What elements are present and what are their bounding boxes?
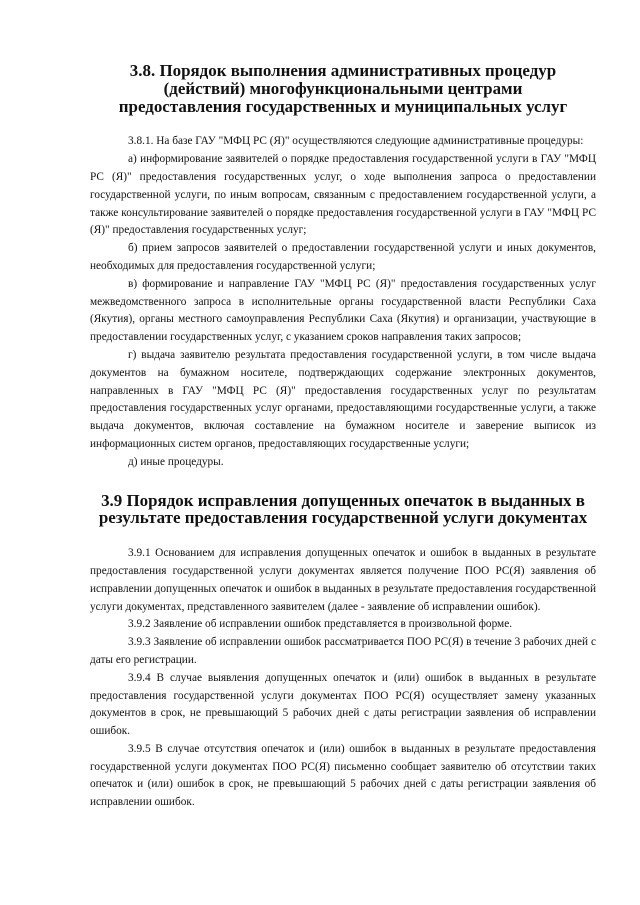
paragraph-3-9-1: 3.9.1 Основанием для исправления допущенных опечаток и ошибок в выданных в результате предоставления государственной услуги документах является получение ПОО РС(Я) заявления об исправлении допущенных опечаток и ошибок в выданных в результате предоставления государственной услуги документах, представленного заявителем (далее - заявление об исправлении ошибок). xyxy=(90,547,596,613)
list-item-v: в) формирование и направление ГАУ "МФЦ РС (Я)" предоставления государственных услуг межведомственного запроса в исполнительные органы государственной власти Республики Саха (Якутия), органы местного самоуправления Республики Саха (Якутия) и организации, участвующие в предоставлении государственных услуг, с указанием сроков направления таких запросов; xyxy=(90,277,596,344)
paragraph-3-9-3: 3.9.3 Заявление об исправлении ошибок рассматривается ПОО РС(Я) в течение 3 рабочих дней с даты его регистрации. xyxy=(90,636,596,666)
list-item-a: а) информирование заявителей о порядке предоставления государственной услуги в ГАУ "МФЦ РС (Я)" предоставления государственных услуг, о ходе выполнения запроса о предоставлении государственной услуги, по иным вопросам, связанным с предоставлением государственной услуги, а также консультирование заявителей о порядке предоставления государственной услуги в ГАУ "МФЦ РС (Я)" предоставления государственных услуг; xyxy=(90,153,596,237)
document-page xyxy=(90,62,596,812)
paragraph-3-8-1: 3.8.1. На базе ГАУ "МФЦ РС (Я)" осуществляются следующие административные процедуры: xyxy=(128,135,584,148)
list-item-g: г) выдача заявителю результата предоставления государственной услуги, в том числе выдача документов на бумажном носителе, подтверждающих содержание электронных документов, направленных в ГАУ "МФЦ РС (Я)" предоставления государственных услуг по результатам предоставления государственных услуг органами, предоставляющими государственные услуги, а также выдача документов, включая составление на бумажном носителе и заверение выписок из информационных систем органов, предоставляющих государственные услуги; xyxy=(90,348,596,450)
section-3-9-heading: 3.9 Порядок исправления допущенных опечаток в выданных в результате предоставления государственной услуги документах xyxy=(98,490,588,528)
paragraph-3-9-4: 3.9.4 В случае выявления допущенных опечаток и (или) ошибок в выданных в результате предоставления государственной услуги документах ПОО РС(Я) осуществляет замену указанных документов в срок, не превышающий 5 рабочих дней с даты регистрации заявления об исправлении ошибок. xyxy=(90,671,596,738)
list-item-b: б) прием запросов заявителей о предоставлении государственной услуги и иных документов, необходимых для предоставления государственной услуги; xyxy=(90,242,596,272)
section-3-8-heading: 3.8. Порядок выполнения административных процедур (действий) многофункциональными центрами предоставления государственных и муниципальных услуг xyxy=(118,61,568,116)
paragraph-3-9-5: 3.9.5 В случае отсутствия опечаток и (или) ошибок в выданных в результате предоставления государственной услуги документах ПОО РС(Я) письменно сообщает заявителю об отсутствии таких опечаток и (или) ошибок в срок, не превышающий 5 рабочих дней с даты регистрации заявления об исправлении ошибок. xyxy=(90,742,596,809)
list-item-d: д) иные процедуры. xyxy=(128,455,224,468)
paragraph-3-9-2: 3.9.2 Заявление об исправлении ошибок представляется в произвольной форме. xyxy=(128,618,513,631)
